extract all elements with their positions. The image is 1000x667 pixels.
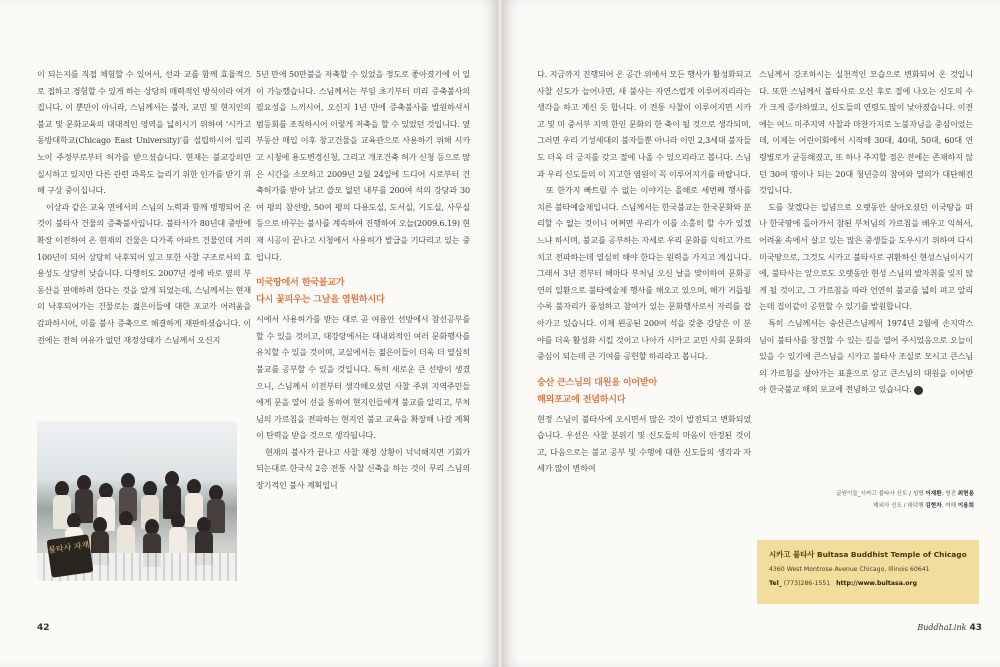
tel-label: Tel_	[769, 580, 782, 587]
magazine-brand: BuddhaLink	[917, 623, 967, 632]
section-heading-line: 해외포교에 전념하시다	[537, 394, 626, 405]
credits-label: 글원이들_	[836, 491, 861, 497]
body-paragraph: 5년 만에 50만불을 저축할 수 있었을 정도로 좋아졌기에 이 일이 가능했습니다. 스님께서는 부임 초기부터 미리 증축불사의 필요성을 느끼시어, 오신지 1년 만에 증축불사를 발원하셔서 범등회를 조직하시어 이렇게 저축을 할 수 있었던 것입니다. 옆 부동산 매입 이후 창고건물을 교육관으로 사용하기 위해 시카고 시청에 용도변경신청, 그리고 개조건축 허가 신청 등으로 많은 시간을 소모하고 2009년 2월 24일에 드디어 시로부터 건축허가를 받아 낡고 쓸모 없던 내부를 200여 석의 강당과 30여 평의 참선방, 50여 평의 다용도실, 도서실, 기도실, 사무실 등으로 바꾸는 불사를 계속하여 진행하여 오늘(2009.6.19) 현재 시공이 끝나고 시청에서 사용허가 발급을 기다리고 있는 중입니다.	[256, 69, 470, 262]
photo-sign: 불타사 자재	[47, 534, 94, 577]
article-credits	[756, 488, 974, 512]
tel-number: (773)286-1551	[783, 580, 831, 587]
column-1	[37, 66, 251, 348]
end-mark-icon: 불	[914, 386, 923, 395]
body-paragraph: 다. 지금까지 진행되어 온 공간 위에서 모든 행사가 활성화되고 사찰 신도가 늘어나면, 새 불사는 자연스럽게 이루어지리라는 생각을 하고 계신 듯 합니다. 이 전통 사찰이 이루어지면 시카고 및 미 중서부 지역 한인 문화의 한 축이 될 것으로 생각되며, 그러면 우리 기성세대의 불자들뿐 아니라 이민 2,3세대 불자들도 더욱 더 긍지를 갖고 절에 나올 수 있으리라고 봅니다. 스님과 우리 신도들의 이 지고한 염원이 꼭 이루어지기를 바랍니다.	[537, 69, 751, 179]
body-paragraph: 스님께서 강조하시는 실천적인 모습으로 변화되어 온 것입니다. 또한 스님께서 불타사로 오신 후로 절에 나오는 신도의 수가 크게 증가하였고, 신도들의 연령도 많이 낮아졌습니다. 이전에는 여느 미주지역 사찰과 마찬가지로 노불자님을 중심이었는데, 이제는 어린이회에서 시작해 30대, 40대, 50대, 60대 연령별로가 균등해졌고, 또 하나 주지할 점은 전에는 존재하지 않던 30여 명이나 되는 20대 청년층의 참여와 열의가 대단해진 것입니다.	[759, 69, 973, 196]
body-paragraph: 이상과 같은 교육 면에서의 스님의 노력과 함께 병행되어 온 것이 불타사 건물의 증축불사입니다. 불타사가 80년대 중반에 확장 이전하여 온 현재의 건물은 다가족 아파트 건물인데 거의 100년이 되어 상당히 낙후되어 있고 또한 사찰 구조로서의 효용성도 상당히 낮습니다. 다행히도 2007년 경에 바로 옆의 부동산을 판매하려 한다는 것을 알게 되었는데, 스님께서는 현재의 낙후되어가는 건물로는 젊은이들에 대한 포교가 어려움을 감파하시어, 이를 불사 증축으로 해결하게 재판하셨습니다. 이전에는 전혀 여유가 없던 재정상태가 스님께서 오신지	[37, 201, 251, 345]
body-paragraph: 또 한가지 빠트릴 수 없는 이야기는 올해로 세번째 행사를 치른 불타예술제입니다. 스님께서는 한국불교는 한국문화와 분리할 수 없는 것이니 어쩌면 우리가 이를 소홀히 할 수가 있겠느냐 하시며, 불교를 공부하는 자세로 우리 문화를 익히고 가르치고 전파하는데 열심히 해야 한다는 원력을 가지고 계십니다. 그래서 3년 전부터 해마다 부처님 오신 날을 맞이하여 문화공연의 일환으로 불타예술제 행사를 해오고 있으며, 해가 거듭될수록 불자리가 풍성하고 참여가 있는 문화행사로서 자리를 잡아가고 있습니다. 이제 왼공된 200여 석을 갖춘 강당은 이 분야를 더욱 활성화 시킬 것이고 나아가 시카고 교민 사회 문화의 중심이 되는데 큰 기여를 공헌할 하리라고 봅니다.	[537, 185, 751, 362]
left-page	[0, 0, 497, 667]
credits-name: 이용희	[957, 503, 974, 509]
group-photo	[37, 421, 237, 581]
credits-name: 이재환	[925, 491, 942, 497]
credits-line	[756, 500, 974, 512]
section-heading	[537, 375, 751, 409]
credits-text: , 여해	[941, 503, 958, 509]
temple-info-box	[757, 540, 979, 604]
body-paragraph	[759, 315, 973, 398]
credits-text: 해외사 신도 / 대덕행	[873, 503, 926, 509]
credits-line	[756, 488, 974, 500]
column-2	[256, 66, 470, 494]
page-number-left: 42	[37, 623, 50, 633]
section-heading	[256, 275, 470, 309]
credits-text: 시카고 불타사 신도 / 성명	[860, 491, 926, 497]
body-paragraph: 현재의 불사가 끝나고 사찰 재정 상황이 넉넉해지면 기회가 되는대로 한국식 2층 전통 사찰 신축을 하는 것이 무리 스님의 장기적인 불사 계획입니	[256, 446, 470, 491]
credits-name: 최현용	[957, 491, 974, 497]
body-text: 특히 스님께서는 숭산큰스님께서 1974년 2월에 손지막스님이 불타사를 창건할 수 있는 길을 열어 주시었음으로 오늘이 있을 수 있기에 큰스님을 시카고 불타사 조실로 모시고 큰스님의 가르침을 살아가는 표훈으로 삼고 큰스님의 대원을 이어받아 한국불교 해외 포교에 전념하고 있습니다.	[759, 317, 973, 395]
body-paragraph: 도를 찾겠다는 일념으로 오랫동안 살아오셨던 이국땅을 떠나 한국땅에 돌아가서 참된 부처님의 가르침을 배우고 익혀서, 어려움 속에서 살고 있는 많은 중생들을 도우시기 위하여 다시 미국땅으로, 그것도 시카고 불타사로 귀환하신 현성스님이시기에, 불타사는 앞으로도 오랫동안 현성 스님의 발자취를 잊지 않게 될 것이고, 그 가르침을 따라 언연히 불교를 넓히 펴고 알리는데 집이같이 공헌할 수 있기를 발원합니다.	[759, 201, 973, 312]
section-heading-line: 다시 꽃피우는 그날을 염원하시다	[256, 295, 385, 306]
page-number-right	[917, 623, 982, 633]
website-link[interactable]: http://www.bultasa.org	[836, 580, 917, 587]
page-number: 43	[969, 623, 982, 633]
temple-address: 4360 West Montrose Avenue Chicago, Illinois 60641	[769, 566, 930, 573]
column-4	[759, 66, 973, 398]
body-paragraph: 현정 스님이 불타사에 오시면서 많은 것이 발전되고 변화되었습니다. 우선은 사찰 분위기 및 신도들의 마음이 안정된 것이고, 다음으로는 불교 공부 및 수행에 대한 신도들의 생각과 자세가 많이 변하여	[537, 413, 751, 474]
temple-contact	[769, 580, 917, 587]
section-heading-line: 미국땅에서 한국불교가	[256, 278, 345, 289]
section-heading-line: 숭산 큰스님의 대원을 이어받아	[537, 377, 658, 388]
body-paragraph: 시에서 사용허가를 받는 대로 곧 여름안 선방에서 참선공부를 할 수 있을 것이고, 대강당에서는 대내외적인 여러 문화행사를 유치할 수 있을 것이며, 교실에서는 젊은이들이 더욱 더 열심히 불교를 공부할 수 있을 것입니다. 특히 새로운 큰 선방이 생겼으니, 스님께서 이전부터 생각해오셨던 사찰 주위 지역주민들에게 문을 열어 선을 통하여 현지인들에게 불교를 알리고, 부처님의 가르침을 전파하는 현지인 불교 교육을 확장해 나갈 계획이 탄력을 받을 것으로 생각됩니다.	[256, 314, 470, 441]
body-paragraph: 이 되는지를 직접 체험할 수 있어서, 선과 교를 함께 효율적으로 접하고 경험할 수 있게 하는 상당히 매력적인 방식이라 여겨집니다. 이 뿐만이 아니라, 스님께서는 불자, 교민 및 현지인의 불교 및 문화교육의 대대적인 영역을 넓히시기 위하여 '시카고 동방대학교(Chicago East University)'를 설립하시어 일리노이 주정부로부터 허가를 받으셨습니다. 현재는 불교강의만 실시하고 있지만 다른 관련 과목도 늘리기 위한 인가를 받기 위해 구상 중이십니다.	[37, 69, 251, 196]
credits-text: , 명진	[941, 491, 958, 497]
temple-title: 시카고 불타사 Bultasa Buddhist Temple of Chicago	[769, 550, 967, 559]
column-3	[537, 66, 751, 477]
credits-name: 김현자	[925, 503, 942, 509]
